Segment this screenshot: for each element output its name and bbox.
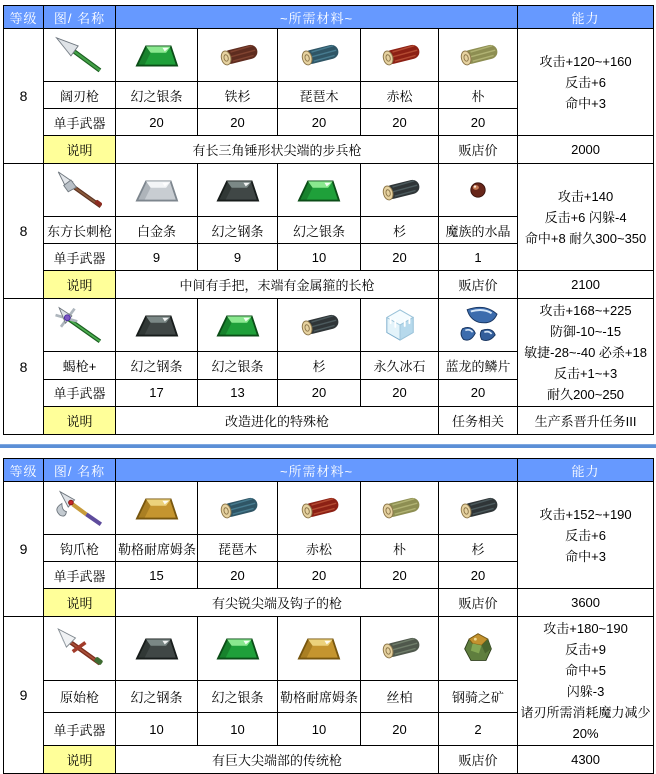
price-value: 2000 (518, 136, 654, 164)
ability-cell (518, 29, 654, 136)
material-qty: 10 (278, 713, 361, 746)
material-name: 杉 (439, 535, 518, 562)
header-ability: 能力 (518, 6, 654, 29)
material-icon-cell (278, 29, 361, 82)
material-name: 钢骑之矿 (439, 680, 518, 713)
material-qty: 20 (278, 379, 361, 406)
material-qty: 20 (439, 379, 518, 406)
desc-label: 说明 (44, 407, 116, 435)
gold-ingot-icon (280, 618, 358, 679)
material-icon-cell (439, 299, 518, 352)
material-qty: 20 (278, 562, 361, 589)
header-ability: 能力 (518, 459, 654, 482)
material-qty: 20 (439, 109, 518, 136)
material-icon-cell (361, 482, 439, 535)
material-icon-cell (198, 164, 278, 217)
ability-cell (518, 482, 654, 589)
spear-scorpion-icon (46, 300, 113, 350)
ability-line: 反击+6 (565, 74, 606, 90)
ability-line: 命中+8 耐久300~350 (524, 230, 647, 246)
material-icon-cell (361, 164, 439, 217)
gold-ingot-icon (118, 483, 195, 533)
ability-cell (518, 299, 654, 407)
ability-line: 命中+3 (565, 95, 606, 111)
material-qty: 20 (198, 562, 278, 589)
material-name: 幻之钢条 (198, 217, 278, 244)
table-header-row (4, 6, 654, 29)
weapon-icon-cell (44, 164, 116, 217)
weapon-icon-cell (44, 617, 116, 681)
green-ingot-icon (118, 30, 195, 80)
header-level: 等级 (4, 459, 44, 482)
material-name: 永久冰石 (361, 352, 439, 379)
material-qty: 15 (116, 562, 198, 589)
ability-line: 反击+9 (565, 642, 606, 657)
olive-log-icon (441, 30, 515, 80)
ability-line: 攻击+180~190 (543, 621, 628, 636)
ability-line: 诸刃所需消耗魔力减少 (520, 705, 651, 720)
weapon-icon-cell (44, 482, 116, 535)
table-separator (0, 444, 656, 448)
desc-label: 说明 (44, 271, 116, 299)
weapon-icon-cell (44, 29, 116, 82)
material-icon-cell (439, 482, 518, 535)
material-qty: 20 (198, 109, 278, 136)
item-description: 有巨大尖端部的传统枪 (116, 746, 439, 774)
weapon-name: 原始枪 (44, 680, 116, 713)
graygreen-log-icon (363, 618, 436, 679)
desc-label: 说明 (44, 589, 116, 617)
red-log-icon (280, 483, 358, 533)
red-log-icon (363, 30, 436, 80)
material-name: 琵琶木 (198, 535, 278, 562)
material-qty: 20 (361, 109, 439, 136)
material-name: 赤松 (361, 82, 439, 109)
material-name: 幻之钢条 (116, 680, 198, 713)
item-image-row (4, 299, 654, 352)
material-name: 蓝龙的鳞片 (439, 352, 518, 379)
material-name: 幻之钢条 (116, 352, 198, 379)
material-qty: 20 (439, 562, 518, 589)
green-ingot-icon (280, 165, 358, 215)
dark-steel-ingot-icon (118, 300, 195, 350)
ability-line: 闪躲-3 (566, 684, 605, 699)
item-image-row (4, 164, 654, 217)
item-description: 改造进化的特殊枪 (116, 407, 439, 435)
material-icon-cell (278, 482, 361, 535)
item-image-row (4, 29, 654, 82)
material-icon-cell (439, 164, 518, 217)
black-log-icon (280, 300, 358, 350)
price-value: 生产系晋升任务III (518, 407, 654, 435)
olive-log-icon (363, 483, 436, 533)
price-label: 贩店价 (439, 589, 518, 617)
table-header-row (4, 459, 654, 482)
price-label: 贩店价 (439, 746, 518, 774)
material-qty: 20 (361, 713, 439, 746)
black-log-icon (363, 165, 436, 215)
item-description: 有尖锐尖端及钩子的枪 (116, 589, 439, 617)
green-ingot-icon (200, 618, 275, 679)
price-label: 贩店价 (439, 271, 518, 299)
price-label: 贩店价 (439, 136, 518, 164)
material-name: 幻之银条 (278, 217, 361, 244)
dark-steel-ingot-icon (200, 165, 275, 215)
material-qty: 9 (198, 244, 278, 271)
material-icon-cell (116, 164, 198, 217)
darkred-log-icon (200, 30, 275, 80)
level-cell: 8 (4, 299, 44, 435)
black-log-icon (441, 483, 515, 533)
header-materials: ~所需材料~ (116, 459, 518, 482)
header-level: 等级 (4, 6, 44, 29)
ice-stone-icon (363, 300, 436, 350)
ability-cell (518, 164, 654, 271)
level-cell: 9 (4, 482, 44, 617)
material-qty: 2 (439, 713, 518, 746)
item-desc-row (4, 136, 654, 164)
material-name: 杉 (361, 217, 439, 244)
dark-steel-ingot-icon (118, 618, 195, 679)
material-name: 赤松 (278, 535, 361, 562)
material-name: 琵琶木 (278, 82, 361, 109)
item-desc-row (4, 407, 654, 435)
material-icon-cell (198, 617, 278, 681)
item-desc-row (4, 271, 654, 299)
material-qty: 1 (439, 244, 518, 271)
weapon-name: 蝎枪+ (44, 352, 116, 379)
weapon-type: 单手武器 (44, 244, 116, 271)
material-qty: 20 (361, 379, 439, 406)
ore-chunk-icon (441, 618, 515, 679)
ability-line: 20% (572, 726, 599, 741)
material-name: 杉 (278, 352, 361, 379)
material-qty: 17 (116, 379, 198, 406)
demon-crystal-icon (441, 165, 515, 215)
ability-line: 耐久200~250 (547, 387, 625, 402)
material-name: 朴 (361, 535, 439, 562)
price-value: 2100 (518, 271, 654, 299)
material-icon-cell (278, 617, 361, 681)
material-name: 魔族的水晶 (439, 217, 518, 244)
material-icon-cell (116, 482, 198, 535)
weapon-type: 单手武器 (44, 713, 116, 746)
material-qty: 9 (116, 244, 198, 271)
header-name: 图/ 名称 (44, 6, 116, 29)
ability-line: 攻击+152~+190 (539, 506, 632, 522)
weapon-name: 钩爪枪 (44, 535, 116, 562)
spear-broad-blade-icon (46, 30, 113, 80)
ability-line: 反击+6 闪躲-4 (544, 209, 627, 225)
price-value: 3600 (518, 589, 654, 617)
material-name: 幻之银条 (116, 82, 198, 109)
material-qty: 13 (198, 379, 278, 406)
material-icon-cell (198, 482, 278, 535)
material-name: 铁杉 (198, 82, 278, 109)
material-icon-cell (198, 299, 278, 352)
material-icon-cell (439, 29, 518, 82)
material-name: 勒格耐席姆条 (116, 535, 198, 562)
ability-cell (518, 617, 654, 746)
material-icon-cell (361, 617, 439, 681)
ability-line: 反击+6 (565, 527, 606, 543)
material-name: 丝柏 (361, 680, 439, 713)
ability-line: 反击+1~+3 (553, 366, 618, 381)
item-desc-row (4, 589, 654, 617)
item-description: 有长三角锤形状尖端的步兵枪 (116, 136, 439, 164)
material-icon-cell (278, 299, 361, 352)
material-qty: 20 (361, 244, 439, 271)
teal-log-icon (280, 30, 358, 80)
material-qty: 20 (278, 109, 361, 136)
material-icon-cell (116, 29, 198, 82)
price-value: 4300 (518, 746, 654, 774)
ability-line: 攻击+120~+160 (539, 53, 632, 69)
material-name: 朴 (439, 82, 518, 109)
material-qty: 10 (278, 244, 361, 271)
header-materials: ~所需材料~ (116, 6, 518, 29)
material-qty: 10 (198, 713, 278, 746)
craft-table-level-8 (3, 5, 654, 435)
teal-log-icon (200, 483, 275, 533)
spear-hook-claw-icon (46, 483, 113, 533)
weapon-type: 单手武器 (44, 562, 116, 589)
material-icon-cell (116, 617, 198, 681)
material-name: 勒格耐席姆条 (278, 680, 361, 713)
desc-label: 说明 (44, 746, 116, 774)
material-icon-cell (361, 299, 439, 352)
material-name: 幻之银条 (198, 680, 278, 713)
material-qty: 10 (116, 713, 198, 746)
item-desc-row (4, 746, 654, 774)
spear-primitive-icon (46, 618, 113, 679)
ability-line: 攻击+168~+225 (539, 303, 632, 318)
weapon-name: 东方长刺枪 (44, 217, 116, 244)
level-cell: 8 (4, 164, 44, 299)
craft-table-level-9 (3, 458, 654, 774)
material-icon-cell (116, 299, 198, 352)
green-ingot-icon (200, 300, 275, 350)
silver-ingot-icon (118, 165, 195, 215)
material-icon-cell (361, 29, 439, 82)
material-qty: 20 (361, 562, 439, 589)
price-label: 任务相关 (439, 407, 518, 435)
ability-line: 敏捷-28~-40 必杀+18 (524, 345, 647, 360)
ability-line: 命中+3 (565, 548, 606, 564)
material-name: 白金条 (116, 217, 198, 244)
weapon-type: 单手武器 (44, 109, 116, 136)
material-icon-cell (198, 29, 278, 82)
item-image-row (4, 482, 654, 535)
level-cell: 9 (4, 617, 44, 774)
weapon-name: 阔刃枪 (44, 82, 116, 109)
weapon-icon-cell (44, 299, 116, 352)
ability-line: 攻击+140 (557, 188, 614, 204)
ability-line: 命中+5 (565, 663, 606, 678)
item-image-row (4, 617, 654, 681)
desc-label: 说明 (44, 136, 116, 164)
ability-line: 防御-10~-15 (549, 324, 622, 339)
material-icon-cell (278, 164, 361, 217)
material-qty: 20 (116, 109, 198, 136)
material-name: 幻之银条 (198, 352, 278, 379)
dragon-scale-icon (441, 300, 515, 350)
item-description: 中间有手把，末端有金属箍的长枪 (116, 271, 439, 299)
header-name: 图/ 名称 (44, 459, 116, 482)
weapon-type: 单手武器 (44, 379, 116, 406)
spear-eastern-long-icon (46, 165, 113, 215)
material-icon-cell (439, 617, 518, 681)
level-cell: 8 (4, 29, 44, 164)
